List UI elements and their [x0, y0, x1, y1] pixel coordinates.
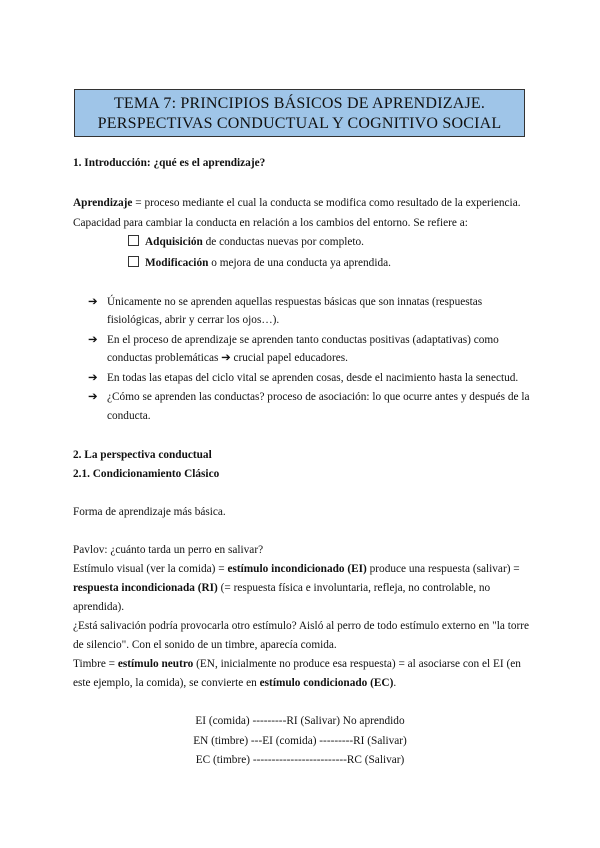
title-line-2: PERSPECTIVAS CONDUCTUAL Y COGNITIVO SOCIAL [97, 115, 502, 132]
title-line-1: TEMA 7: PRINCIPIOS BÁSICOS DE APRENDIZAJE. [113, 95, 486, 112]
arrow-bullet-icon: ➔ [88, 296, 98, 308]
bullet-line: fisiológicas, abrir y cerrar los ojos…). [107, 314, 280, 326]
checkbox-icon [128, 235, 139, 246]
paragraph-line: Estímulo visual (ver la comida) = estímulo incondicionado (EI) produce una respuesta (salivar) = [73, 563, 520, 575]
bullet-line: En todas las etapas del ciclo vital se aprenden cosas, desde el nacimiento hasta la senectud. [107, 372, 519, 384]
subsection-2-1-heading: 2.1. Condicionamiento Clásico [73, 468, 220, 480]
section-2-heading: 2. La perspectiva conductual [73, 449, 212, 461]
scheme-line: EC (timbre) -------------------------RC (Salivar) [195, 754, 405, 766]
checklist-item: Modificación o mejora de una conducta ya aprendida. [128, 256, 391, 270]
checkbox-icon [128, 256, 139, 267]
capacidad-line: Capacidad para cambiar la conducta en relación a los cambios del entorno. Se refiere a: [73, 217, 468, 229]
document-title-box [74, 89, 525, 137]
bullet-line: conducta. [107, 410, 151, 422]
paragraph-line: Pavlov: ¿cuánto tarda un perro en salivar? [73, 544, 264, 556]
bullet-line: conductas problemáticas ➔ crucial papel educadores. [107, 352, 348, 364]
paragraph-line: Timbre = estímulo neutro (EN, inicialmente no produce esa respuesta) = al asociarse con el EI (en [73, 658, 521, 670]
arrow-bullet-icon: ➔ [88, 391, 98, 403]
bullet-line: Únicamente no se aprenden aquellas respuestas básicas que son innatas (respuestas [107, 296, 483, 308]
definition-line: Aprendizaje = proceso mediante el cual la conducta se modifica como resultado de la experiencia. [73, 197, 521, 209]
arrow-bullet-icon: ➔ [88, 372, 98, 384]
checklist-item: Adquisición de conductas nuevas por completo. [128, 235, 364, 249]
paragraph-line: este ejemplo, la comida), se convierte en estímulo condicionado (EC). [73, 677, 397, 689]
scheme-line: EN (timbre) ---EI (comida) ---------RI (Salivar) [193, 735, 407, 747]
bullet-line: ¿Cómo se aprenden las conductas? proceso de asociación: lo que ocurre antes y después de la [107, 391, 530, 403]
arrow-bullet-icon: ➔ [88, 334, 98, 346]
section-1-heading: 1. Introducción: ¿qué es el aprendizaje? [73, 157, 266, 169]
bullet-line: En el proceso de aprendizaje se aprenden tanto conductas positivas (adaptativas) como [107, 334, 499, 346]
paragraph-line: de silencio". Con el sonido de un timbre, aparecía comida. [73, 639, 337, 651]
paragraph-line: ¿Está salivación podría provocarla otro estímulo? Aisló al perro de todo estímulo externo en "la torre [73, 620, 530, 632]
scheme-line: EI (comida) ---------RI (Salivar) No aprendido [195, 715, 405, 727]
paragraph-line: Forma de aprendizaje más básica. [73, 506, 226, 518]
paragraph-line: aprendida). [73, 601, 125, 613]
paragraph-line: respuesta incondicionada (RI) (= respuesta física e involuntaria, refleja, no controlable, no [73, 582, 491, 594]
